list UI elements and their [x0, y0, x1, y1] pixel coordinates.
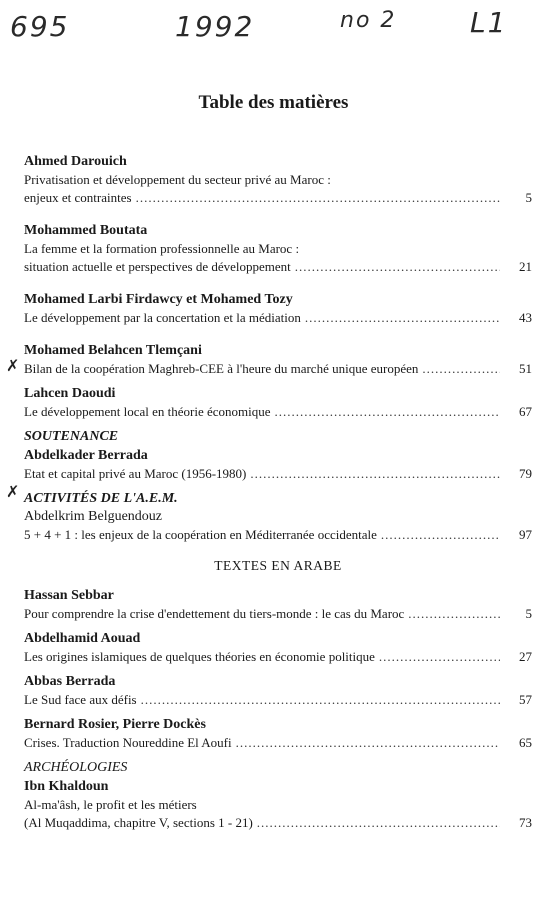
page-title: Table des matières: [198, 92, 349, 113]
section-heading: ACTIVITÉS DE L'A.E.M.: [24, 491, 178, 506]
entry-author: Ahmed Darouich: [24, 154, 127, 169]
entry-title-line: [24, 691, 532, 709]
handwritten-issue: no 2: [340, 8, 397, 33]
entry-title: 5 + 4 + 1 : les enjeux de la coopération en Méditerranée occidentale: [24, 527, 377, 542]
entry-page: 5: [525, 606, 532, 621]
handwritten-annotations: [0, 2, 547, 52]
entry-author: Abdelkrim Belguendouz: [24, 509, 163, 524]
entry-title-line: [24, 465, 532, 483]
leader-dots: [295, 258, 500, 276]
entry-title: Le développement par la concertation et la médiation: [24, 310, 301, 325]
entry-title: Les origines islamiques de quelques théories en économie politique: [24, 649, 375, 664]
entry-page: 57: [519, 692, 532, 707]
section-heading: SOUTENANCE: [24, 429, 119, 444]
table-of-contents: [24, 152, 532, 838]
toc-section-activites: [24, 489, 532, 544]
entry-title: Bilan de la coopération Maghreb-CEE à l'heure du marché unique européen: [24, 361, 419, 376]
handwritten-code: L1: [470, 6, 508, 39]
entry-page: 97: [519, 527, 532, 542]
entry-title-line: [24, 189, 532, 207]
entry-title-line: [24, 526, 532, 544]
section-heading: ARCHÉOLOGIES: [24, 760, 128, 775]
entry-title: Pour comprendre la crise d'endettement du tiers-monde : le cas du Maroc: [24, 606, 405, 621]
toc-section-soutenance: [24, 427, 532, 483]
entry-author: Ibn Khaldoun: [24, 779, 109, 794]
leader-dots: [408, 605, 500, 623]
entry-title: Crises. Traduction Noureddine El Aoufi: [24, 735, 232, 750]
entry-author: Bernard Rosier, Pierre Dockès: [24, 717, 206, 732]
leader-dots: [422, 360, 500, 378]
entry-author: Mohammed Boutata: [24, 223, 148, 238]
entry-title: situation actuelle et perspectives de développement: [24, 259, 291, 274]
entry-title: Etat et capital privé au Maroc (1956-1980): [24, 466, 247, 481]
entry-title: (Al Muqaddima, chapitre V, sections 1 - 21): [24, 815, 253, 830]
toc-entry: [24, 629, 532, 666]
entry-subtitle: La femme et la formation professionnelle au Maroc :: [24, 241, 300, 256]
entry-title-line: [24, 648, 532, 666]
leader-dots: [141, 691, 500, 709]
toc-entry: [24, 290, 532, 327]
entry-title-line: [24, 814, 532, 832]
leader-dots: [381, 526, 500, 544]
entry-subtitle: Privatisation et développement du secteur privé au Maroc :: [24, 172, 331, 187]
entry-title-line: [24, 734, 532, 752]
toc-section-archeologies: [24, 758, 532, 832]
toc-entry: [24, 715, 532, 752]
leader-dots: [136, 189, 500, 207]
entry-title: enjeux et contraintes: [24, 190, 132, 205]
entry-page: 27: [519, 649, 532, 664]
entry-page: 79: [519, 466, 532, 481]
toc-entry: [24, 384, 532, 421]
toc-entry: [24, 586, 532, 623]
toc-entry: [24, 221, 532, 276]
entry-title-line: [24, 360, 532, 378]
leader-dots: [250, 465, 500, 483]
entry-page: 73: [519, 815, 532, 830]
entry-page: 65: [519, 735, 532, 750]
entry-page: 43: [519, 310, 532, 325]
entry-author: Abbas Berrada: [24, 674, 116, 689]
leader-dots: [275, 403, 500, 421]
entry-author: Hassan Sebbar: [24, 588, 114, 603]
leader-dots: [379, 648, 500, 666]
toc-entry: [24, 672, 532, 709]
entry-author: Abdelhamid Aouad: [24, 631, 141, 646]
entry-title-line: [24, 605, 532, 623]
entry-author: Abdelkader Berrada: [24, 448, 148, 463]
entry-author: Lahcen Daoudi: [24, 386, 116, 401]
entry-title: Le développement local en théorie économique: [24, 404, 271, 419]
leader-dots: [305, 309, 500, 327]
pencil-x-mark-icon: ✗: [6, 482, 20, 501]
entry-page: 67: [519, 404, 532, 419]
entry-page: 5: [525, 190, 532, 205]
toc-entry: [24, 152, 532, 207]
handwritten-year: 1992: [175, 10, 255, 43]
arabic-texts-heading: TEXTES EN ARABE: [214, 558, 342, 573]
entry-subtitle: Al-ma'âsh, le profit et les métiers: [24, 797, 197, 812]
toc-entry: [24, 341, 532, 378]
entry-author: Mohamed Belahcen Tlemçani: [24, 343, 202, 358]
entry-title-line: [24, 258, 532, 276]
entry-title-line: [24, 309, 532, 327]
entry-title: Le Sud face aux défis: [24, 692, 137, 707]
entry-page: 51: [519, 361, 532, 376]
entry-page: 21: [519, 259, 532, 274]
leader-dots: [236, 734, 500, 752]
handwritten-number: 695: [10, 10, 70, 43]
leader-dots: [257, 814, 500, 832]
entry-author: Mohamed Larbi Firdawcy et Mohamed Tozy: [24, 292, 293, 307]
pencil-x-mark-icon: ✗: [6, 356, 20, 375]
entry-title-line: [24, 403, 532, 421]
